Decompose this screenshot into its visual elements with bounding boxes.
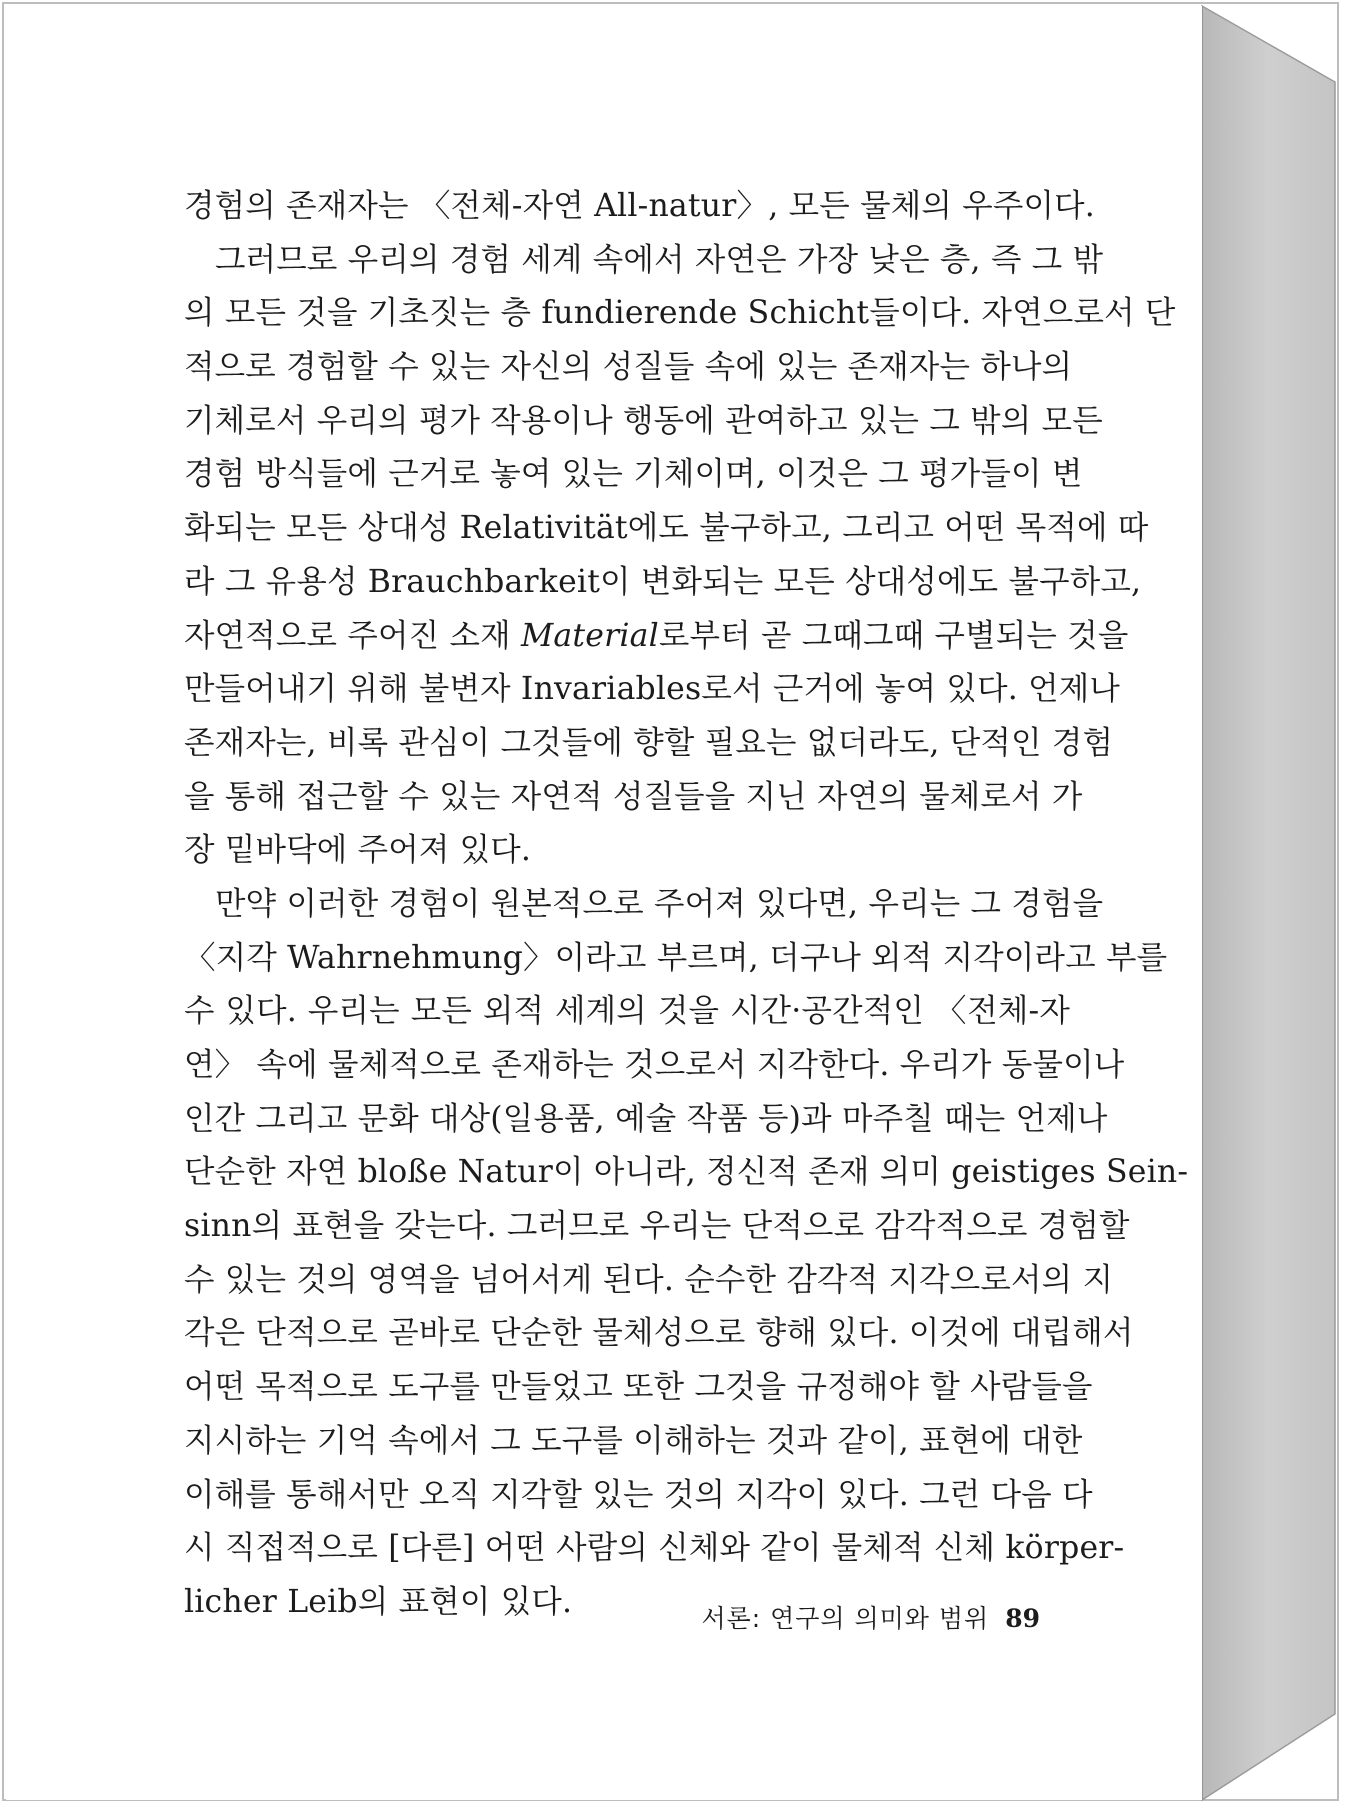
text-line: sinn의 표현을 갖는다. 그러므로 우리는 단적으로 감각적으로 경험할: [184, 1208, 1130, 1245]
text-line: 단순한 자연 bloße Natur이 아니라, 정신적 존재 의미 geistiges Sein-: [184, 1154, 1189, 1191]
text-line: 수 있는 것의 영역을 넘어서게 된다. 순수한 감각적 지각으로서의 지: [184, 1261, 1114, 1298]
text-line: 라 그 유용성 Brauchbarkeit이 변화되는 모든 상대성에도 불구하고,: [184, 563, 1142, 600]
page-number: 89: [1005, 1604, 1040, 1633]
text-line: 각은 단적으로 곧바로 단순한 물체성으로 향해 있다. 이것에 대립해서: [184, 1315, 1134, 1352]
text-line: 〈지각 Wahrnehmung〉이라고 부르며, 더구나 외적 지각이라고 부를: [184, 939, 1168, 976]
text-line: 만들어내기 위해 불변자 Invariables로서 근거에 놓여 있다. 언제나: [184, 671, 1121, 708]
text-segment: 로부터 곧 그때그때 구별되는 것을: [658, 617, 1129, 654]
text-line: 의 모든 것을 기초짓는 층 fundierende Schicht들이다. 자연으로서 단: [184, 295, 1176, 332]
text-line: licher Leib의 표현이 있다.: [184, 1583, 573, 1620]
text-line: 장 밑바닥에 주어져 있다.: [184, 832, 532, 869]
page-footer: [700, 1597, 1040, 1641]
text-line: 어떤 목적으로 도구를 만들었고 또한 그것을 규정해야 할 사람들을: [184, 1369, 1093, 1406]
text-line: 기체로서 우리의 평가 작용이나 행동에 관여하고 있는 그 밖의 모든: [184, 402, 1103, 439]
text-line: [184, 610, 1129, 664]
text-line: 그러므로 우리의 경험 세계 속에서 자연은 가장 낮은 층, 즉 그 밖: [215, 241, 1104, 278]
text-line: 연〉 속에 물체적으로 존재하는 것으로서 지각한다. 우리가 동물이나: [184, 1047, 1125, 1083]
text-line: 적으로 경험할 수 있는 자신의 성질들 속에 있는 존재자는 하나의: [184, 349, 1073, 386]
text-line: 화되는 모든 상대성 Relativität에도 불구하고, 그리고 어떤 목적에 따: [184, 510, 1149, 547]
running-title: 서론: 연구의 의미와 범위: [701, 1604, 990, 1633]
text-segment: 자연적으로 주어진 소재: [184, 617, 521, 654]
italic-term: Material: [520, 617, 659, 654]
body-text: [184, 180, 1189, 1630]
text-line: 경험의 존재자는 〈전체-자연 All-natur〉, 모든 물체의 우주이다.: [184, 188, 1095, 224]
text-line: 을 통해 접근할 수 있는 자연적 성질들을 지닌 자연의 물체로서 가: [184, 778, 1083, 815]
text-line: 인간 그리고 문화 대상(일용품, 예술 작품 등)과 마주칠 때는 언제나: [184, 1100, 1108, 1137]
text-line: 경험 방식들에 근거로 놓여 있는 기체이며, 이것은 그 평가들이 변: [184, 456, 1083, 493]
text-line: 만약 이러한 경험이 원본적으로 주어져 있다면, 우리는 그 경험을: [215, 885, 1104, 922]
text-line: 존재자는, 비록 관심이 그것들에 향할 필요는 없더라도, 단적인 경험: [184, 724, 1114, 761]
text-line: 지시하는 기억 속에서 그 도구를 이해하는 것과 같이, 표현에 대한: [184, 1422, 1083, 1459]
text-line: 시 직접적으로 [다른] 어떤 사람의 신체와 같이 물체적 신체 körper-: [184, 1530, 1125, 1567]
text-line: 수 있다. 우리는 모든 외적 세계의 것을 시간·공간적인 〈전체-자: [184, 993, 1070, 1030]
text-line: 이해를 통해서만 오직 지각할 있는 것의 지각이 있다. 그런 다음 다: [184, 1476, 1093, 1513]
